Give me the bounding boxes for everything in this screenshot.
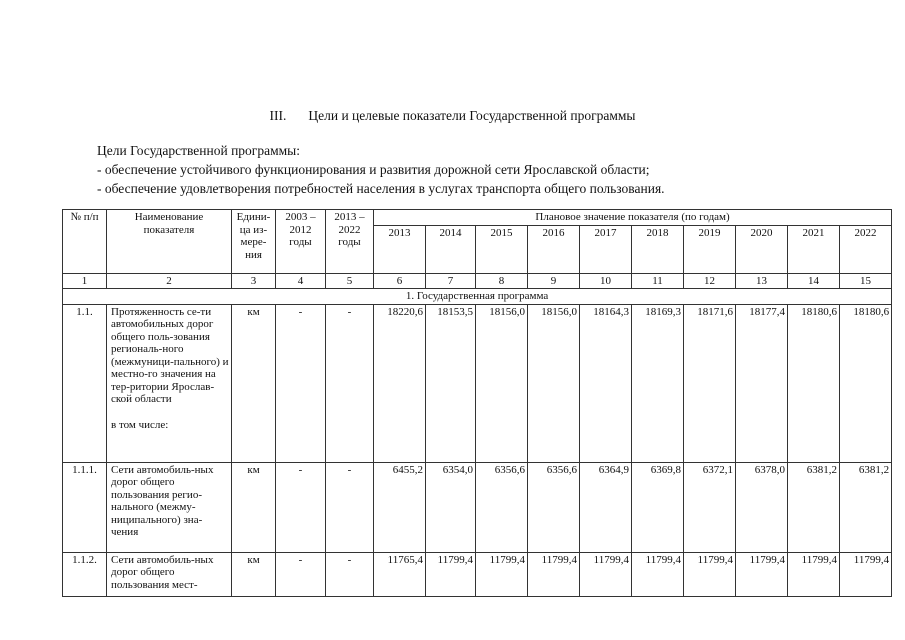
goal-item: - обеспечение удовлетворения потребностей населения в услугах транспорта общего пользования. [97, 181, 665, 196]
row-value: 18156,0 [476, 304, 528, 462]
row-value: 6378,0 [736, 462, 788, 552]
row-value: 18177,4 [736, 304, 788, 462]
header-unit: Едини-ца из-мере-ния [232, 210, 276, 274]
column-number: 10 [580, 273, 632, 289]
row-value: 6354,0 [426, 462, 476, 552]
row-period-2013-2022: - [326, 304, 374, 462]
row-value: 11799,4 [684, 552, 736, 596]
goals-block [97, 141, 877, 198]
row-period-2003-2012: - [276, 552, 326, 596]
row-period-2013-2022: - [326, 552, 374, 596]
table-row [63, 304, 892, 462]
row-period-2003-2012: - [276, 462, 326, 552]
header-year: 2017 [580, 225, 632, 273]
header-year: 2021 [788, 225, 840, 273]
row-value: 18169,3 [632, 304, 684, 462]
row-unit: км [232, 462, 276, 552]
column-number: 9 [528, 273, 580, 289]
header-period-2003-2012: 2003 – 2012 годы [276, 210, 326, 274]
column-number-row [63, 273, 892, 289]
header-year: 2016 [528, 225, 580, 273]
row-value: 18180,6 [840, 304, 892, 462]
section-heading [0, 108, 905, 124]
column-number: 4 [276, 273, 326, 289]
header-num: № п/п [63, 210, 107, 274]
row-num: 1.1.1. [63, 462, 107, 552]
indicators-table [62, 209, 892, 597]
row-name-cell [107, 304, 232, 462]
row-unit: км [232, 304, 276, 462]
column-number: 15 [840, 273, 892, 289]
row-period-2013-2022: - [326, 462, 374, 552]
row-value: 6356,6 [528, 462, 580, 552]
row-value: 11799,4 [476, 552, 528, 596]
row-value: 11799,4 [528, 552, 580, 596]
section-row [63, 289, 892, 305]
column-number: 7 [426, 273, 476, 289]
row-value: 18153,5 [426, 304, 476, 462]
column-number: 13 [736, 273, 788, 289]
goals-intro: Цели Государственной программы: [97, 143, 300, 158]
header-year: 2019 [684, 225, 736, 273]
header-year: 2014 [426, 225, 476, 273]
header-planned-values: Плановое значение показателя (по годам) [374, 210, 892, 226]
column-number: 5 [326, 273, 374, 289]
row-value: 18180,6 [788, 304, 840, 462]
header-row [63, 210, 892, 226]
row-name: Сети автомобиль-ных дорог общего пользования мест- [107, 552, 232, 596]
header-year: 2022 [840, 225, 892, 273]
goal-item: - обеспечение устойчивого функционирования и развития дорожной сети Ярославской области; [97, 162, 650, 177]
row-num: 1.1. [63, 304, 107, 462]
row-value: 11799,4 [632, 552, 684, 596]
section-title: Цели и целевые показатели Государственной программы [308, 108, 636, 123]
row-value: 11799,4 [736, 552, 788, 596]
row-unit: км [232, 552, 276, 596]
row-value: 6364,9 [580, 462, 632, 552]
column-number: 1 [63, 273, 107, 289]
row-value: 6369,8 [632, 462, 684, 552]
section-row-label: 1. Государственная программа [63, 289, 892, 305]
row-value: 6372,1 [684, 462, 736, 552]
section-number: III. [269, 108, 287, 123]
row-value: 11799,4 [580, 552, 632, 596]
column-number: 6 [374, 273, 426, 289]
row-value: 18220,6 [374, 304, 426, 462]
column-number: 12 [684, 273, 736, 289]
column-number: 14 [788, 273, 840, 289]
row-value: 18164,3 [580, 304, 632, 462]
row-value: 18171,6 [684, 304, 736, 462]
row-value: 11765,4 [374, 552, 426, 596]
row-value: 11799,4 [788, 552, 840, 596]
column-number: 11 [632, 273, 684, 289]
header-name: Наименование показателя [107, 210, 232, 274]
header-year: 2013 [374, 225, 426, 273]
row-value: 6381,2 [788, 462, 840, 552]
row-value: 6356,6 [476, 462, 528, 552]
column-number: 2 [107, 273, 232, 289]
table-row [63, 552, 892, 596]
header-year: 2018 [632, 225, 684, 273]
header-year: 2015 [476, 225, 528, 273]
column-number: 8 [476, 273, 528, 289]
row-name: Протяженность се-ти автомобильных дорог общего поль-зования региональ-ного (межмуници-пального) и местно-го значения на тер-ритории Ярослав-ской области [111, 305, 229, 405]
row-value: 11799,4 [426, 552, 476, 596]
row-period-2003-2012: - [276, 304, 326, 462]
row-value: 6381,2 [840, 462, 892, 552]
row-subnote: в том числе: [111, 418, 169, 431]
row-value: 18156,0 [528, 304, 580, 462]
row-num: 1.1.2. [63, 552, 107, 596]
header-year: 2020 [736, 225, 788, 273]
column-number: 3 [232, 273, 276, 289]
row-value: 11799,4 [840, 552, 892, 596]
row-value: 6455,2 [374, 462, 426, 552]
table-row [63, 462, 892, 552]
header-period-2013-2022: 2013 – 2022 годы [326, 210, 374, 274]
row-name: Сети автомобиль-ных дорог общего пользования регио-нального (межму-ниципального) зна-чения [107, 462, 232, 552]
